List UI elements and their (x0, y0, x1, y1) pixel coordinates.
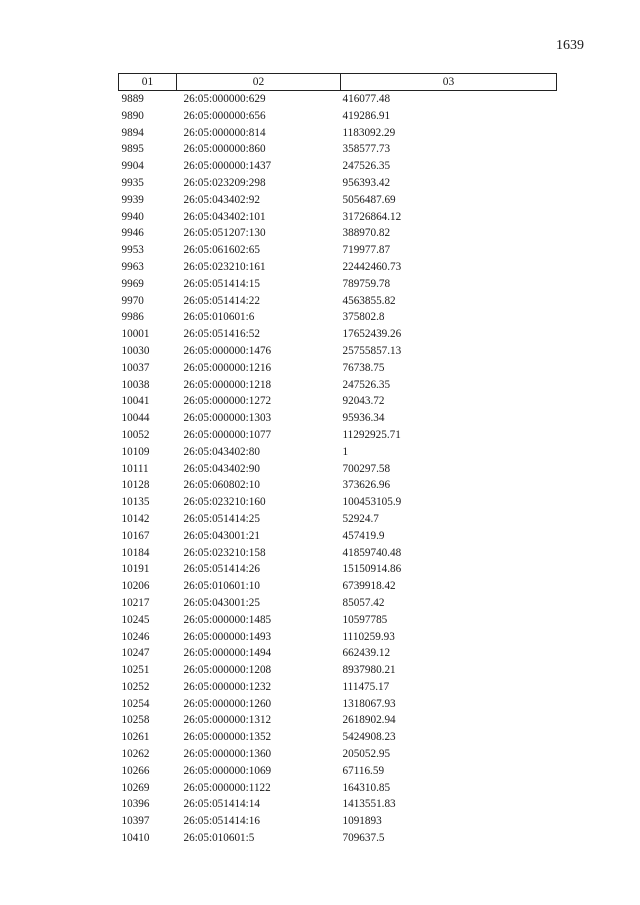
table-cell-02: 26:05:000000:1312 (183, 714, 272, 727)
table-cell-03: 5056487.69 (342, 193, 396, 206)
table-cell-03: 10597785 (342, 613, 388, 626)
table-cell-02: 26:05:043001:25 (183, 596, 260, 609)
table-cell-01: 10397 (121, 815, 150, 828)
table-row (119, 141, 557, 158)
table-cell-02: 26:05:000000:656 (183, 109, 266, 122)
table-cell-03: 1183092.29 (342, 126, 396, 139)
table-cell-02: 26:05:000000:1272 (183, 395, 272, 408)
table-cell-03: 76738.75 (342, 361, 385, 374)
table-cell-03: 358577.73 (342, 143, 391, 156)
table-cell-03: 700297.58 (342, 462, 391, 475)
table-cell-02: 26:05:051414:25 (183, 512, 260, 525)
table-cell-02: 26:05:051416:52 (183, 328, 260, 341)
table-cell-02: 26:05:051414:16 (183, 815, 260, 828)
table-row (119, 712, 557, 729)
table-cell-01: 10269 (121, 781, 150, 794)
table-row (119, 746, 557, 763)
table-cell-02: 26:05:043001:21 (183, 529, 260, 542)
table-row (119, 545, 557, 562)
table-cell-02: 26:05:043402:101 (183, 210, 266, 223)
table-cell-03: 85057.42 (342, 596, 385, 609)
table-row (119, 629, 557, 646)
table-cell-02: 26:05:000000:1303 (183, 412, 272, 425)
table-cell-03: 25755857.13 (342, 344, 402, 357)
table-cell-02: 26:05:000000:1437 (183, 160, 272, 173)
table-cell-01: 9904 (121, 160, 144, 173)
table-cell-01: 9889 (121, 93, 144, 105)
table-cell-01: 9890 (121, 109, 144, 122)
table-row (119, 796, 557, 813)
table-cell-01: 10206 (121, 580, 150, 593)
table-cell-02: 26:05:051414:26 (183, 563, 260, 576)
table-cell-01: 10167 (121, 529, 150, 542)
table-row (119, 225, 557, 242)
table-cell-03: 92043.72 (342, 395, 385, 408)
table-cell-01: 9895 (121, 143, 144, 156)
table-cell-03: 52924.7 (342, 512, 379, 525)
table-cell-02: 26:05:000000:1216 (183, 361, 272, 374)
table-row (119, 175, 557, 192)
table-cell-01: 9935 (121, 176, 144, 189)
table-cell-03: 457419.9 (342, 529, 385, 542)
table-row (119, 293, 557, 310)
table-cell-01: 9939 (121, 193, 144, 206)
table-row (119, 444, 557, 461)
table-cell-02: 26:05:010601:5 (183, 832, 255, 845)
table-cell-01: 10410 (121, 832, 150, 845)
table-row (119, 242, 557, 259)
table-row (119, 461, 557, 478)
table-row (119, 360, 557, 377)
table-row (119, 91, 557, 108)
table-cell-02: 26:05:000000:814 (183, 126, 266, 139)
table-cell-02: 26:05:000000:1352 (183, 731, 272, 744)
table-cell-02: 26:05:000000:1260 (183, 697, 272, 710)
table-cell-03: 419286.91 (342, 109, 391, 122)
table-cell-02: 26:05:000000:860 (183, 143, 266, 156)
table-row (119, 528, 557, 545)
table-cell-01: 9970 (121, 294, 144, 307)
table-cell-01: 10217 (121, 596, 150, 609)
table-row (119, 729, 557, 746)
table-cell-01: 10252 (121, 680, 150, 693)
table-cell-02: 26:05:000000:1069 (183, 764, 272, 777)
table-cell-03: 205052.95 (342, 748, 391, 761)
table-cell-02: 26:05:061602:65 (183, 244, 260, 257)
table-row (119, 108, 557, 125)
table-cell-03: 1 (342, 445, 349, 458)
table-row (119, 511, 557, 528)
table-cell-03: 709637.5 (342, 832, 385, 845)
table-cell-01: 10246 (121, 630, 150, 643)
table-cell-03: 31726864.12 (342, 210, 402, 223)
table-cell-03: 5424908.23 (342, 731, 396, 744)
table-cell-02: 26:05:000000:1493 (183, 630, 272, 643)
table-cell-03: 375802.8 (342, 311, 385, 324)
table-cell-01: 10396 (121, 798, 150, 811)
table-cell-03: 2618902.94 (342, 714, 396, 727)
table-cell-01: 10037 (121, 361, 150, 374)
table-cell-01: 10038 (121, 378, 150, 391)
table-cell-01: 10135 (121, 496, 150, 509)
table-cell-01: 10254 (121, 697, 150, 710)
table-row (119, 830, 557, 847)
table-cell-01: 10261 (121, 731, 150, 744)
table-cell-02: 26:05:023210:160 (183, 496, 266, 509)
table-cell-02: 26:05:000000:1494 (183, 647, 272, 660)
table-cell-03: 662439.12 (342, 647, 391, 660)
table-cell-01: 10262 (121, 748, 150, 761)
table-cell-02: 26:05:051207:130 (183, 227, 266, 240)
table-cell-03: 789759.78 (342, 277, 391, 290)
table-cell-01: 10191 (121, 563, 150, 576)
table-cell-01: 9986 (121, 311, 144, 324)
table-cell-03: 17652439.26 (342, 328, 402, 341)
table-row (119, 494, 557, 511)
table-cell-02: 26:05:043402:90 (183, 462, 260, 475)
table-cell-02: 26:05:000000:1077 (183, 428, 272, 441)
table-cell-01: 10247 (121, 647, 150, 660)
table-cell-03: 416077.48 (342, 93, 391, 105)
table-cell-01: 10109 (121, 445, 150, 458)
table-cell-03: 4563855.82 (342, 294, 396, 307)
page-number: 1639 (556, 38, 584, 53)
table-cell-01: 10184 (121, 546, 150, 559)
table-row (119, 780, 557, 797)
table-cell-03: 373626.96 (342, 479, 391, 492)
table-cell-03: 67116.59 (342, 764, 385, 777)
table-row (119, 377, 557, 394)
table-row (119, 477, 557, 494)
table-row (119, 612, 557, 629)
table-cell-02: 26:05:051414:15 (183, 277, 260, 290)
table-cell-03: 41859740.48 (342, 546, 402, 559)
table-row (119, 578, 557, 595)
table-cell-01: 10030 (121, 344, 150, 357)
column-header-02: 02 (177, 74, 341, 91)
table-cell-03: 164310.85 (342, 781, 391, 794)
table-cell-02: 26:05:043402:80 (183, 445, 260, 458)
table-cell-01: 10251 (121, 664, 150, 677)
table-cell-03: 95936.34 (342, 412, 385, 425)
table-cell-03: 100453105.9 (342, 496, 402, 509)
table-cell-01: 9940 (121, 210, 144, 223)
table-cell-01: 9946 (121, 227, 144, 240)
table-row (119, 393, 557, 410)
table-row (119, 679, 557, 696)
table-cell-03: 1110259.93 (342, 630, 395, 643)
table-row (119, 343, 557, 360)
table-cell-01: 10041 (121, 395, 150, 408)
table-cell-01: 9894 (121, 126, 144, 139)
table-cell-01: 9963 (121, 260, 144, 273)
table-cell-02: 26:05:010601:10 (183, 580, 260, 593)
table-cell-03: 388970.82 (342, 227, 391, 240)
column-header-03: 03 (341, 74, 557, 91)
table-row (119, 309, 557, 326)
table-row (119, 645, 557, 662)
table-cell-01: 10258 (121, 714, 150, 727)
table-row (119, 158, 557, 175)
table-cell-01: 10128 (121, 479, 150, 492)
table-row (119, 192, 557, 209)
table-cell-03: 11292925.71 (342, 428, 401, 441)
table-cell-01: 10052 (121, 428, 150, 441)
table-row (119, 125, 557, 142)
table-cell-03: 6739918.42 (342, 580, 396, 593)
table-cell-03: 1318067.93 (342, 697, 396, 710)
table-cell-02: 26:05:000000:1476 (183, 344, 272, 357)
data-table (118, 73, 557, 847)
table-cell-02: 26:05:000000:1360 (183, 748, 272, 761)
table-cell-02: 26:05:023210:158 (183, 546, 266, 559)
table-cell-02: 26:05:000000:1122 (183, 781, 271, 794)
table-row (119, 410, 557, 427)
table-row (119, 595, 557, 612)
table-cell-01: 10245 (121, 613, 150, 626)
table-row (119, 326, 557, 343)
column-header-01: 01 (119, 74, 177, 91)
header-row (119, 74, 557, 91)
table-row (119, 696, 557, 713)
table-cell-01: 9953 (121, 244, 144, 257)
table-cell-03: 8937980.21 (342, 664, 396, 677)
table-cell-03: 22442460.73 (342, 260, 402, 273)
table-cell-01: 9969 (121, 277, 144, 290)
table-row (119, 662, 557, 679)
table-cell-03: 956393.42 (342, 176, 391, 189)
table-cell-02: 26:05:000000:1218 (183, 378, 272, 391)
table-cell-01: 10111 (121, 462, 149, 475)
table-cell-02: 26:05:051414:22 (183, 294, 260, 307)
table-cell-03: 247526.35 (342, 378, 391, 391)
table-cell-03: 247526.35 (342, 160, 391, 173)
table-row (119, 259, 557, 276)
table-row (119, 209, 557, 226)
table-row (119, 276, 557, 293)
table-cell-02: 26:05:000000:1232 (183, 680, 272, 693)
table-cell-03: 1413551.83 (342, 798, 396, 811)
table-cell-01: 10266 (121, 764, 150, 777)
table-body (119, 91, 557, 847)
table-cell-02: 26:05:051414:14 (183, 798, 260, 811)
table-cell-01: 10044 (121, 412, 150, 425)
table-cell-02: 26:05:000000:1208 (183, 664, 272, 677)
table-cell-02: 26:05:023209:298 (183, 176, 266, 189)
table-cell-03: 15150914.86 (342, 563, 402, 576)
table-cell-02: 26:05:010601:6 (183, 311, 255, 324)
table-row (119, 561, 557, 578)
table-cell-02: 26:05:043402:92 (183, 193, 260, 206)
table-cell-02: 26:05:000000:629 (183, 93, 266, 105)
table-cell-03: 719977.87 (342, 244, 391, 257)
table-cell-03: 1091893 (342, 815, 382, 828)
table-header (119, 74, 557, 91)
table-row (119, 763, 557, 780)
table-cell-01: 10001 (121, 328, 150, 341)
table-cell-02: 26:05:060802:10 (183, 479, 260, 492)
table-row (119, 813, 557, 830)
table-cell-01: 10142 (121, 512, 150, 525)
table-cell-03: 111475.17 (342, 680, 390, 693)
table-cell-02: 26:05:023210:161 (183, 260, 266, 273)
table-row (119, 427, 557, 444)
table-cell-02: 26:05:000000:1485 (183, 613, 272, 626)
